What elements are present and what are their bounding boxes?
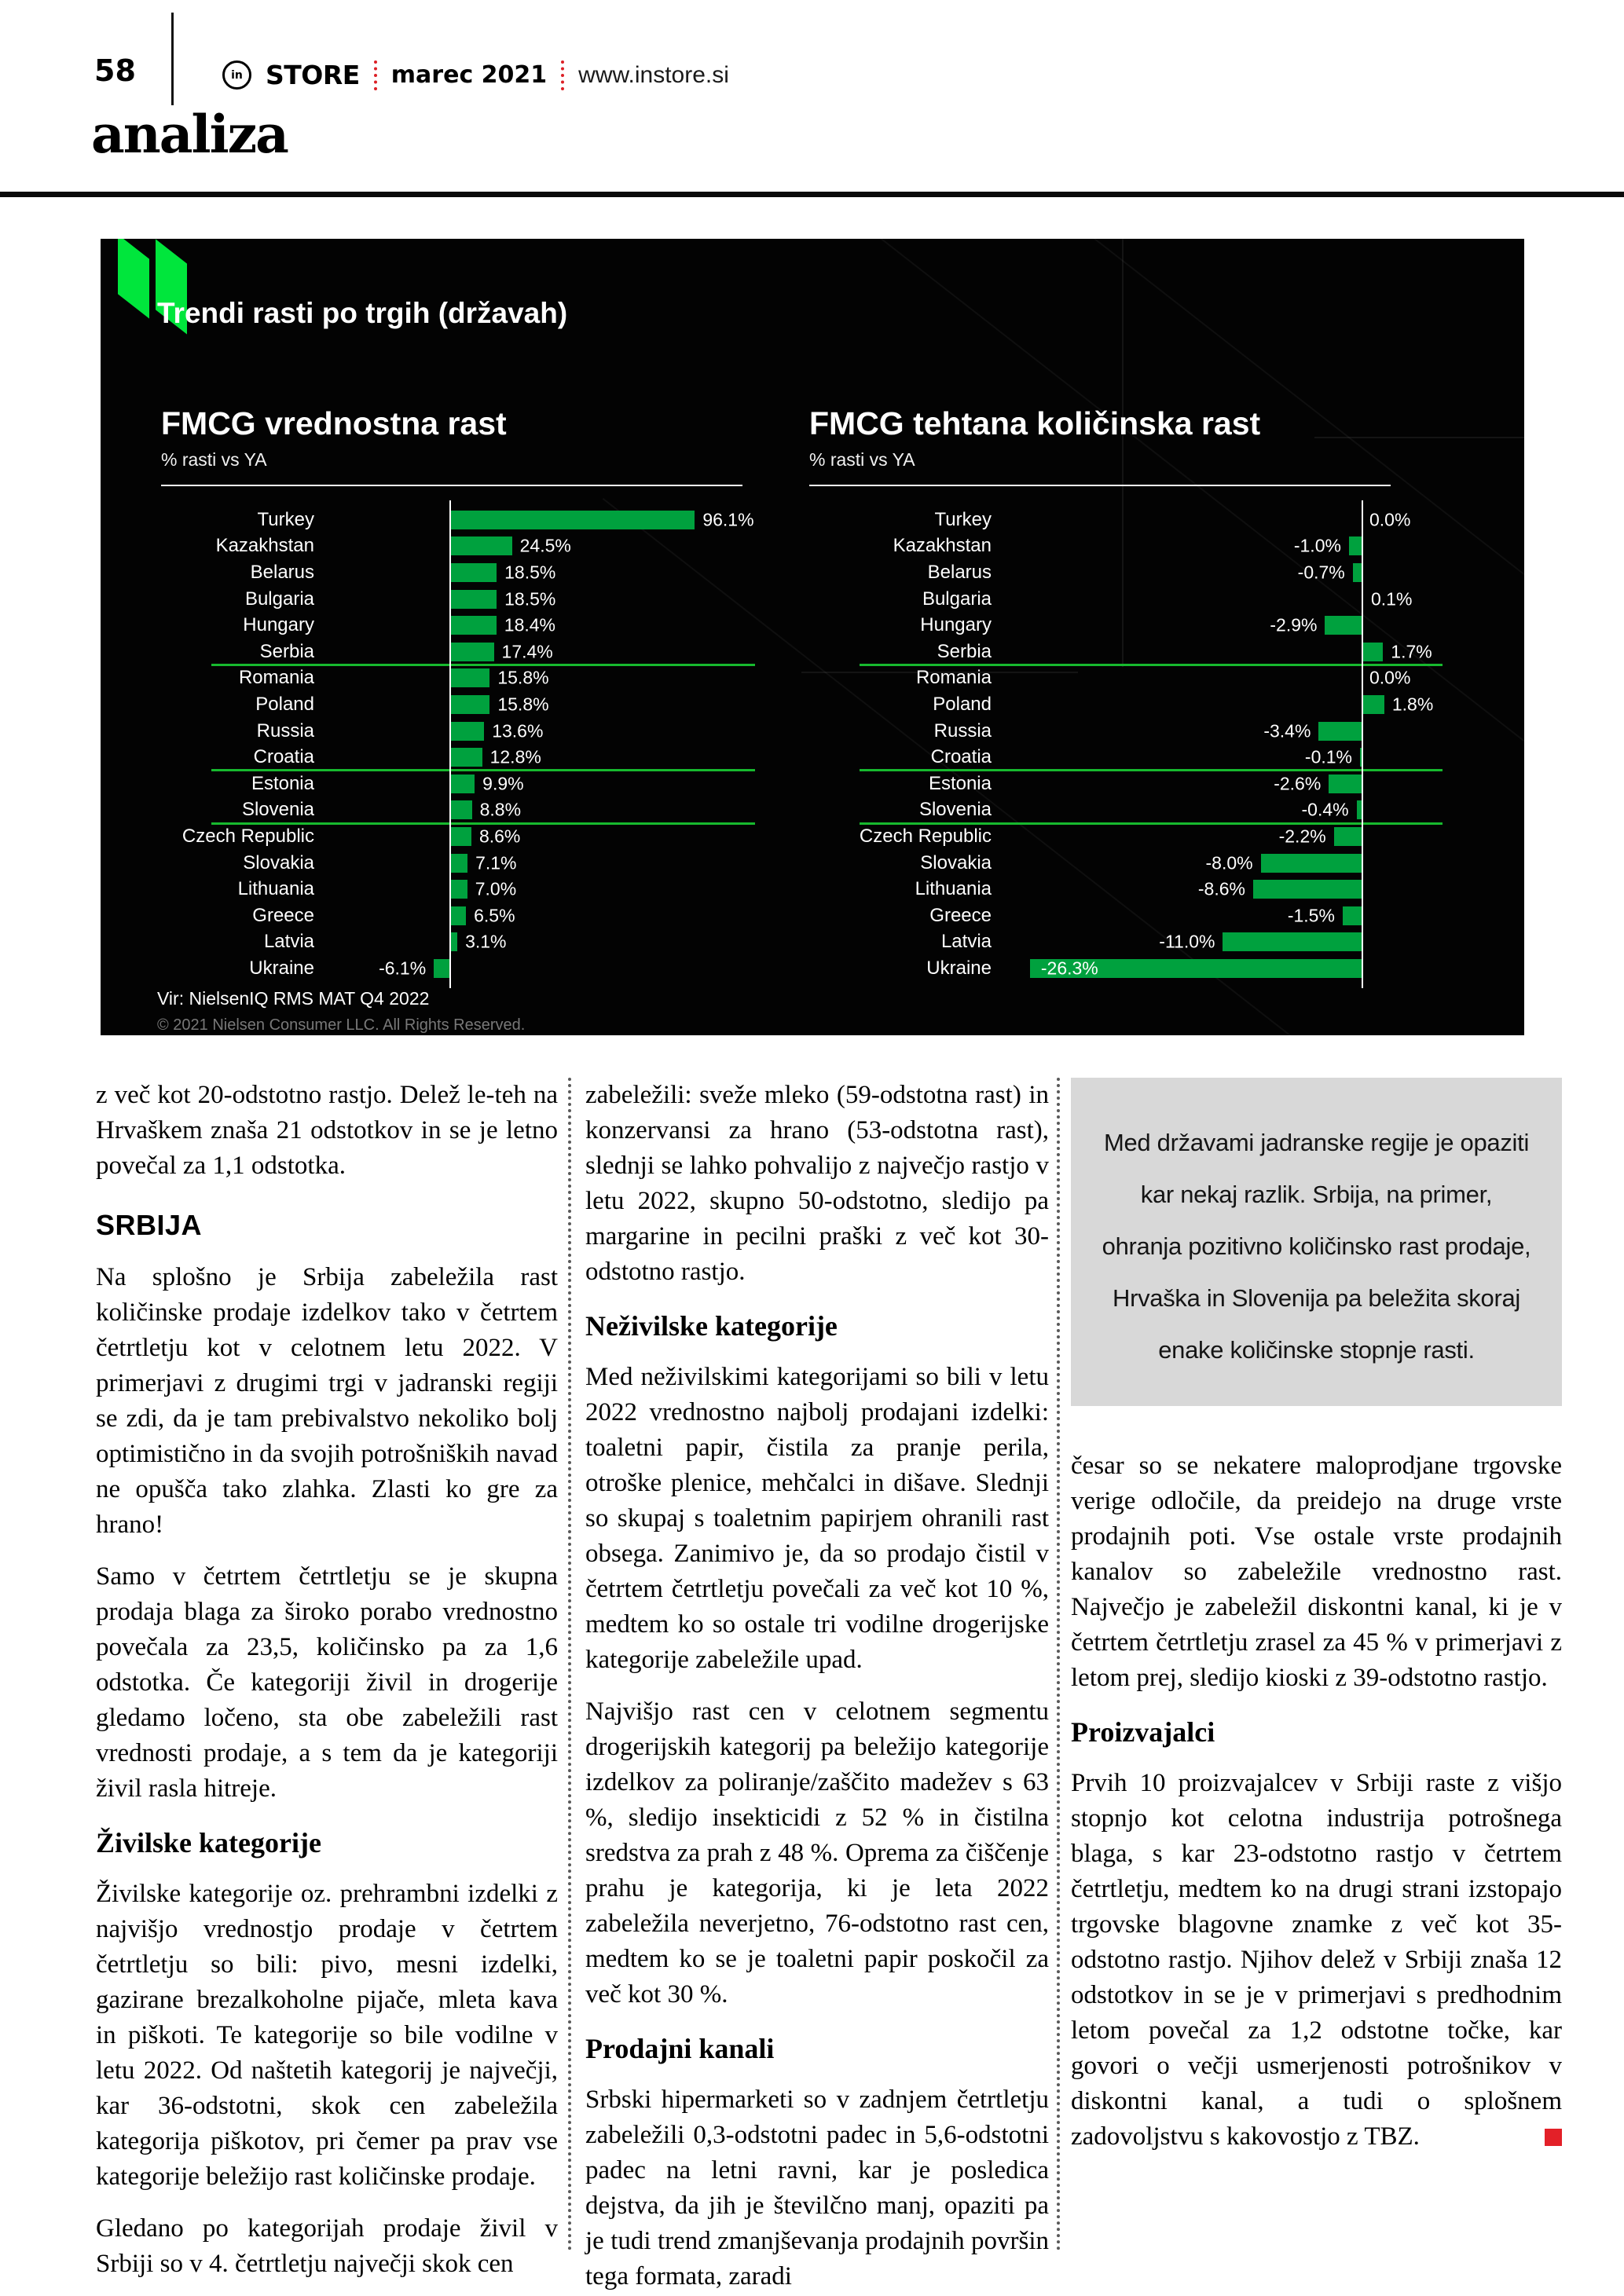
value-label: 18.5% <box>504 588 556 610</box>
chart-rows <box>809 507 1446 982</box>
sub-heading: Živilske kategorije <box>96 1827 321 1858</box>
chart-subtitle: % rasti vs YA <box>809 449 915 470</box>
brand-name: STORE <box>266 60 360 90</box>
body-paragraph: Srbski hipermarketi so v zadnjem četrtletju zabeležili 0,3-odstotni padec in 5,6-odstotni padec na letni ravni, kar je posledica dejstva, da jih je številčno manj, opaziti pa je tudi trend zmanjševanja prodajnih površin tega formata, zaradi <box>585 2085 1049 2291</box>
value-label: 3.1% <box>465 931 507 952</box>
country-label: Serbia <box>937 640 992 662</box>
country-label: Belarus <box>250 561 314 583</box>
value-bar <box>449 668 489 687</box>
chart-row <box>161 559 758 586</box>
chart-row <box>809 955 1446 982</box>
chart-copyright: © 2021 Nielsen Consumer LLC. All Rights Reserved. <box>157 1016 526 1034</box>
column-separator <box>568 1078 571 2251</box>
value-bar <box>449 511 695 529</box>
chart-row <box>809 665 1446 692</box>
body-paragraph: Na splošno je Srbija zabeležila rast količinske prodaje izdelkov tako v četrtem četrtletju kot v celotnem letu 2022. V primerjavi z drugimi trgi v jadranski regiji se zdi, da je tam prebivalstvo nekoliko bolj optimistično in da svojih potrošniških navad ne opušča tako zlahka. Zlasti ko gre za hrano! <box>96 1263 558 1539</box>
value-label: -3.4% <box>1263 720 1311 742</box>
country-label: Latvia <box>940 931 992 953</box>
value-bar <box>1349 536 1362 555</box>
body-paragraph: Samo v četrtem četrtletju se je skupna prodaja blaga za široko porabo vrednostno povečala za 23,5, količinsko pa za 1,6 odstotka. Če kategoriji živil in drogerije gledamo ločeno, sta obe zabeležili rast vrednosti prodaje, a s tem da je kategoriji živil rasla hitreje. <box>96 1562 558 1803</box>
chart-row <box>161 903 758 929</box>
value-label: 96.1% <box>702 509 754 530</box>
value-label: 15.8% <box>497 667 549 688</box>
value-label: -0.1% <box>1304 746 1352 767</box>
value-bar <box>1261 854 1362 873</box>
red-dotted-divider <box>374 60 377 90</box>
value-bar <box>449 590 497 609</box>
chart-row <box>809 507 1446 533</box>
chart-row <box>809 771 1446 797</box>
value-bar <box>449 536 512 555</box>
value-bar <box>1325 616 1362 635</box>
value-label: -11.0% <box>1159 931 1215 952</box>
chart-row <box>809 929 1446 956</box>
body-paragraph: Med neživilskimi kategorijami so bili v letu 2022 vrednostno najbolj prodajani izdelki: toaletni papir, čistila za pranje perila, otroške plenice, mehčalci in dišave. Slednji so skupaj s toaletnim papirjem ohranili rast obsega. Zanimivo je, da so prodajo čistil v četrtem četrtletju povečali za več kot 10 %, medtem ko so ostale tri vodilne drogerijske kategorije zabeležile upad. <box>585 1363 1049 1674</box>
sub-heading: Neživilske kategorije <box>585 1310 838 1342</box>
column-separator <box>1057 1078 1060 2251</box>
chart-row <box>161 876 758 903</box>
chart-row <box>161 797 758 824</box>
country-label: Romania <box>238 667 314 689</box>
chart-rows <box>161 507 758 982</box>
value-label: 0.1% <box>1371 588 1413 610</box>
value-bar <box>449 854 467 873</box>
value-bar <box>1343 906 1362 925</box>
value-bar <box>1223 932 1362 951</box>
value-label: 1.8% <box>1391 694 1434 715</box>
chart-row <box>809 533 1446 560</box>
body-paragraph: česar so se nekatere maloprodjane trgovske verige odločile, da preidejo na druge vrste prodajnih poti. Vse ostale vrste prodajnih kanalov so zabeležile vrednostno rast. Največjo je zabeležil diskontni kanal, ki je v četrtem četrtletju zrasel za 45 % v primerjavi z letom prej, sledijo kioski z 39-odstotno rastjo. <box>1071 1452 1562 1692</box>
country-label: Czech Republic <box>859 825 992 847</box>
chart-row <box>161 823 758 850</box>
value-label: 8.8% <box>479 799 522 820</box>
chart-source: Vir: NielsenIQ RMS MAT Q4 2022 <box>157 988 430 1009</box>
value-bar <box>1334 827 1362 846</box>
country-label: Hungary <box>920 614 992 636</box>
value-label: 0.0% <box>1369 509 1411 530</box>
chart-row <box>809 559 1446 586</box>
country-label: Estonia <box>251 772 314 794</box>
value-bar <box>434 959 449 978</box>
chart-row <box>809 823 1446 850</box>
header-rule <box>0 192 1624 197</box>
value-label: -2.9% <box>1270 614 1318 635</box>
chart-title-rule <box>809 485 1391 486</box>
value-label: -8.6% <box>1197 878 1245 899</box>
chart-row <box>809 586 1446 613</box>
country-label: Bulgaria <box>922 588 992 610</box>
value-bar <box>1318 722 1362 741</box>
chart-row <box>809 639 1446 665</box>
country-label: Croatia <box>253 746 314 768</box>
value-label: 8.6% <box>478 826 521 847</box>
issue-date: marec 2021 <box>390 61 548 89</box>
panel-title: Trendi rasti po trgih (državah) <box>157 297 568 329</box>
country-label: Russia <box>933 720 992 742</box>
chart-row <box>809 903 1446 929</box>
value-bar <box>449 800 472 819</box>
body-paragraph: zabeležili: sveže mleko (59-odstotna rast) in konzervansi za hrano (53-odstotna rast), slednji se lahko pohvalijo z največjo rastjo v letu 2022, skupno 50-odstotno, sledijo pa margarine in pecilni praški z več kot 30-odstotno rastjo. <box>585 1081 1049 1286</box>
country-label: Latvia <box>263 931 314 953</box>
body-paragraph: Prvih 10 proizvajalcev v Srbiji raste z višjo stopnjo kot celotna industrija potrošnega blaga, s kar 23-odstotno rastjo v četrtem četrtletju, medtem ko na drugi strani izstopajo trgovske blagovne znamke z več kot 35-odstotno rastjo. Njihov delež v Srbiji znaša 12 odstotkov in se je v primerjavi s predhodnim letom povečal za 1,2 odstotne točke, kar govori o večji usmerjenosti potrošnikov v diskontni kanal, a tudi o splošnem zadovoljstvu s kakovostjo z TBZ. <box>1071 1769 1562 2151</box>
value-label: -2.2% <box>1278 826 1326 847</box>
chart-row <box>161 850 758 877</box>
body-paragraph: Najvišjo rast cen v celotnem segmentu drogerijskih kategorij pa beležijo kategorije izdelkov za poliranje/zaščito madežev s 63 %, sledijo insekticidi z 52 % in čistilna sredstva za prah z 48 %. Oprema za čiščenje prahu je kategorija, ki je leta 2022 zabeležila neverjetno, 76-odstotno rast cen, medtem ko se je toaletni papir poskočil za več kot 30 %. <box>585 1697 1049 2009</box>
value-bar <box>449 880 467 899</box>
value-bar <box>1362 643 1383 661</box>
value-bar <box>1362 695 1384 714</box>
country-label: Slovakia <box>920 851 992 873</box>
header-divider <box>171 13 174 105</box>
value-label: -2.6% <box>1274 773 1322 794</box>
red-dotted-divider <box>561 60 564 90</box>
value-label: 24.5% <box>519 535 571 556</box>
chart-row <box>161 718 758 745</box>
chart-title: FMCG tehtana količinska rast <box>809 405 1261 441</box>
chart-row <box>161 612 758 639</box>
value-label: -0.7% <box>1297 562 1345 583</box>
chart-subtitle: % rasti vs YA <box>161 449 267 470</box>
chart-row <box>809 612 1446 639</box>
chart-row <box>161 771 758 797</box>
chart-fmcg-volume-growth <box>809 405 1446 982</box>
zero-axis-line <box>449 500 451 988</box>
country-label: Russia <box>256 720 314 742</box>
chart-title: FMCG vrednostna rast <box>161 405 507 441</box>
value-bar <box>1253 880 1362 899</box>
section-title: analiza <box>91 104 288 165</box>
value-label: -6.1% <box>379 958 427 979</box>
instore-logo-icon: in <box>222 60 251 90</box>
value-bar <box>1353 563 1362 582</box>
country-label: Turkey <box>257 508 314 530</box>
nielseniq-logo-icon <box>118 244 212 346</box>
country-label: Hungary <box>243 614 314 636</box>
value-bar <box>449 748 482 767</box>
country-label: Serbia <box>259 640 314 662</box>
body-paragraph: Gledano po kategorijah prodaje živil v Srbiji so v 4. četrtletju največji skok cen <box>96 2214 558 2278</box>
zero-axis-line <box>1362 500 1363 988</box>
value-bar <box>1329 774 1362 793</box>
chart-row <box>161 955 758 982</box>
website-link[interactable]: www.instore.si <box>578 61 729 88</box>
value-label: 6.5% <box>474 905 515 926</box>
country-label: Turkey <box>934 508 992 530</box>
value-label: -26.3% <box>1040 958 1098 979</box>
chart-row <box>161 929 758 956</box>
value-label: -1.5% <box>1287 905 1335 926</box>
chart-row <box>809 744 1446 771</box>
section-heading: SRBIJA <box>96 1209 203 1241</box>
country-label: Croatia <box>930 746 992 768</box>
country-label: Ukraine <box>249 957 314 979</box>
value-label: 18.4% <box>504 614 556 635</box>
country-label: Poland <box>933 693 992 715</box>
country-label: Kazakhstan <box>893 535 992 557</box>
body-paragraph: Živilske kategorije oz. prehrambni izdelki z najvišjo vrednostjo prodaje v četrtem četrtletju so bili: pivo, mesni izdelki, gazirane brezalkoholne pijače, mleta kava in piškoti. Te kategorije so bile vodilne v letu 2022. Od naštetih kategorij je največji, kar 36-odstotni, skok cen zabeležila kategorija piškotov, pri čemer pa prav vse kategorije beležijo rast količinske prodaje. <box>96 1880 558 2191</box>
value-bar <box>449 616 497 635</box>
value-bar <box>449 722 484 741</box>
country-label: Kazakhstan <box>215 535 314 557</box>
country-label: Slovenia <box>241 799 314 821</box>
page-number: 58 <box>94 53 136 88</box>
masthead <box>222 60 729 90</box>
chart-row <box>161 639 758 665</box>
value-bar <box>449 563 497 582</box>
article-column-1 <box>96 1078 558 2296</box>
chart-row <box>161 744 758 771</box>
country-label: Greece <box>252 904 314 926</box>
value-label: 7.1% <box>475 852 517 873</box>
value-bar <box>449 774 475 793</box>
value-label: 18.5% <box>504 562 556 583</box>
chart-row <box>161 691 758 718</box>
value-label: -1.0% <box>1293 535 1341 556</box>
country-label: Romania <box>915 667 992 689</box>
value-label: 17.4% <box>501 641 553 662</box>
value-label: 9.9% <box>482 773 524 794</box>
value-bar <box>449 695 489 714</box>
chart-title-rule <box>161 485 742 486</box>
quote-box: Med državami jadranske regije je opaziti kar nekaj razlik. Srbija, na primer, ohranja pozitivno količinsko rast prodaje, Hrvaška in Slovenija pa beležita skoraj enake količinske stopnje rasti. <box>1071 1078 1562 1406</box>
chart-row <box>809 850 1446 877</box>
article-column-2 <box>585 1078 1049 2296</box>
country-label: Poland <box>255 693 314 715</box>
country-label: Slovenia <box>918 799 992 821</box>
value-label: 1.7% <box>1391 641 1432 662</box>
country-label: Greece <box>929 904 992 926</box>
value-label: 12.8% <box>489 746 541 767</box>
country-label: Belarus <box>927 561 992 583</box>
chart-row <box>809 797 1446 824</box>
value-bar <box>449 643 494 661</box>
value-label: 15.8% <box>497 694 549 715</box>
chart-row <box>161 507 758 533</box>
value-label: 13.6% <box>492 720 544 742</box>
body-paragraph: z več kot 20-odstotno rastjo. Delež le-teh na Hrvaškem znaša 21 odstotkov in se je letno povečal za 1,1 odstotka. <box>96 1081 558 1180</box>
chart-row <box>161 586 758 613</box>
chart-row <box>161 665 758 692</box>
country-label: Ukraine <box>926 957 992 979</box>
value-label: 7.0% <box>475 878 517 899</box>
chart-row <box>161 533 758 560</box>
country-label: Czech Republic <box>181 825 314 847</box>
chart-row <box>809 876 1446 903</box>
chart-row <box>809 691 1446 718</box>
value-bar <box>449 827 471 846</box>
country-label: Lithuania <box>915 878 992 900</box>
sub-heading: Prodajni kanali <box>585 2033 775 2064</box>
chart-row <box>809 718 1446 745</box>
article-end-mark <box>1545 2129 1562 2146</box>
value-label: -0.4% <box>1301 799 1349 820</box>
country-label: Bulgaria <box>244 588 314 610</box>
chart-panel <box>101 239 1524 1035</box>
value-label: -8.0% <box>1205 852 1253 873</box>
value-label: 0.0% <box>1369 667 1411 688</box>
country-label: Estonia <box>928 772 992 794</box>
value-bar <box>449 906 466 925</box>
sub-heading: Proizvajalci <box>1071 1716 1215 1748</box>
chart-fmcg-value-growth <box>161 405 758 982</box>
country-label: Slovakia <box>243 851 314 873</box>
article-column-3 <box>1071 1078 1562 2171</box>
country-label: Lithuania <box>237 878 314 900</box>
